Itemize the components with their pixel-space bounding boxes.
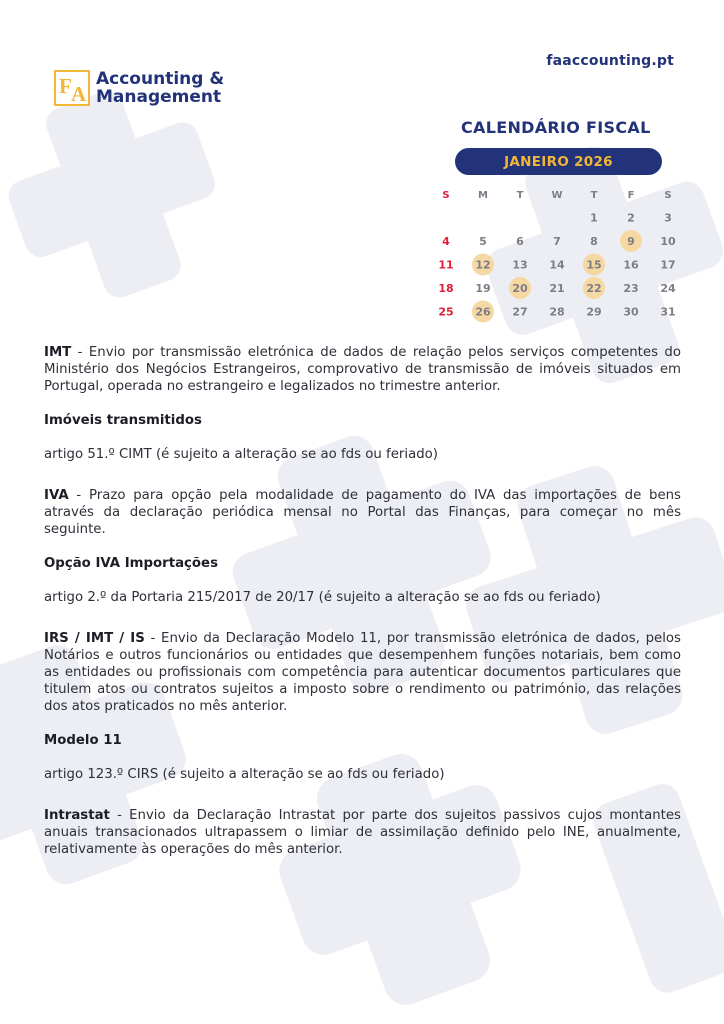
entry-modelo11-subheading: Modelo 11 (44, 733, 122, 748)
calendar-day: 10 (660, 235, 676, 248)
calendar-day: 23 (623, 282, 639, 295)
calendar-title: CALENDÁRIO FISCAL (461, 118, 651, 137)
calendar-day: 1 (590, 211, 598, 225)
company-logo (54, 70, 224, 106)
entry-iva-description: IVA - Prazo para opção pela modalidade de pagamento do IVA das importações de bens através da declaração periódica mensal no Portal das Finanças, para começar no mês seguinte. (44, 488, 681, 537)
calendar-day: 9 (627, 235, 635, 248)
calendar-day: 16 (623, 258, 639, 272)
calendar-day: 19 (475, 282, 491, 295)
calendar-day: 11 (438, 258, 454, 272)
calendar-month-label: JANEIRO 2026 (455, 148, 662, 175)
logo-wordmark (96, 70, 224, 106)
calendar-day: 5 (479, 235, 487, 248)
calendar-day: 27 (512, 305, 528, 319)
calendar-day: 6 (516, 235, 524, 248)
entry-imt-description: IMT - Envio por transmissão eletrónica de dados de relação pelos serviços competentes do Ministério dos Negócios Estrangeiros, comprovativo de transmissão de imóveis situados em Portugal, operada no estrangeiro e legalizados no trimestre anterior. (44, 345, 681, 394)
entry-iva-reference: artigo 2.º da Portaria 215/2017 de 20/17 (é sujeito a alteração se ao fds ou feriado) (44, 590, 601, 605)
weekday-header: T (516, 190, 524, 201)
calendar-day: 3 (664, 211, 672, 225)
calendar-day: 13 (512, 258, 528, 272)
entry-intrastat-description: Intrastat - Envio da Declaração Intrastat por parte dos sujeitos passivos cujos montantes anuais transacionados ultrapassem o limiar de assimilação definido pelo INE, anualmente, relativamente às operações do mês anterior. (44, 808, 681, 857)
calendar-day: 20 (512, 282, 528, 295)
calendar-day: 31 (660, 305, 676, 319)
weekday-header: S (442, 190, 450, 201)
website-url[interactable]: faaccounting.pt (546, 53, 674, 69)
logo-mark-letter-a: A (71, 82, 87, 106)
weekday-header: T (590, 190, 598, 201)
calendar-day: 25 (438, 305, 454, 319)
logo-mark (54, 70, 90, 106)
logo-line-2: Management (96, 87, 222, 107)
logo-mark-letter-f: F (59, 74, 72, 98)
entry-intrastat-tag: Intrastat (44, 808, 110, 823)
calendar-day: 17 (660, 258, 676, 272)
entry-modelo11-description: IRS / IMT / IS - Envio da Declaração Modelo 11, por transmissão eletrónica de dados, pelos Notários e outros funcionários ou entidades que desempenhem funções notariais, bem como as entidades ou profissionais com competência para autenticar documentos particulares que titulem atos ou contratos sujeitos a imposto sobre o rendimento ou património, das relações dos atos praticados no mês anterior. (44, 631, 681, 714)
calendar-day: 7 (553, 235, 561, 248)
calendar-day: 24 (660, 282, 676, 295)
entry-modelo11-tag: IRS / IMT / IS (44, 631, 145, 646)
calendar-grid (420, 180, 690, 325)
calendar-day: 26 (475, 305, 491, 319)
calendar-day: 28 (549, 305, 565, 319)
weekday-header: F (627, 190, 635, 201)
entry-iva-subheading: Opção IVA Importações (44, 556, 218, 571)
entry-imt-subheading: Imóveis transmitidos (44, 413, 202, 428)
entry-imt-tag: IMT (44, 345, 72, 360)
calendar-day: 15 (586, 258, 602, 272)
weekday-header: W (551, 190, 563, 201)
entry-imt-reference: artigo 51.º CIMT (é sujeito a alteração se ao fds ou feriado) (44, 447, 438, 462)
calendar-day: 29 (586, 305, 602, 319)
weekday-header: S (664, 190, 672, 201)
calendar-day: 30 (623, 305, 639, 319)
calendar-day: 18 (438, 282, 454, 295)
calendar-day: 2 (627, 211, 635, 225)
calendar-day: 14 (549, 258, 565, 272)
calendar-day: 21 (549, 282, 565, 295)
calendar-day: 4 (442, 235, 450, 248)
entry-modelo11-reference: artigo 123.º CIRS (é sujeito a alteração se ao fds ou feriado) (44, 767, 445, 782)
weekday-header: M (478, 190, 488, 201)
logo-line-1: Accounting & (96, 69, 225, 89)
calendar-day: 22 (586, 282, 602, 295)
calendar-day: 12 (475, 258, 491, 272)
calendar-day: 8 (590, 235, 598, 248)
entry-iva-tag: IVA (44, 488, 69, 503)
fiscal-obligations-list (44, 344, 681, 858)
